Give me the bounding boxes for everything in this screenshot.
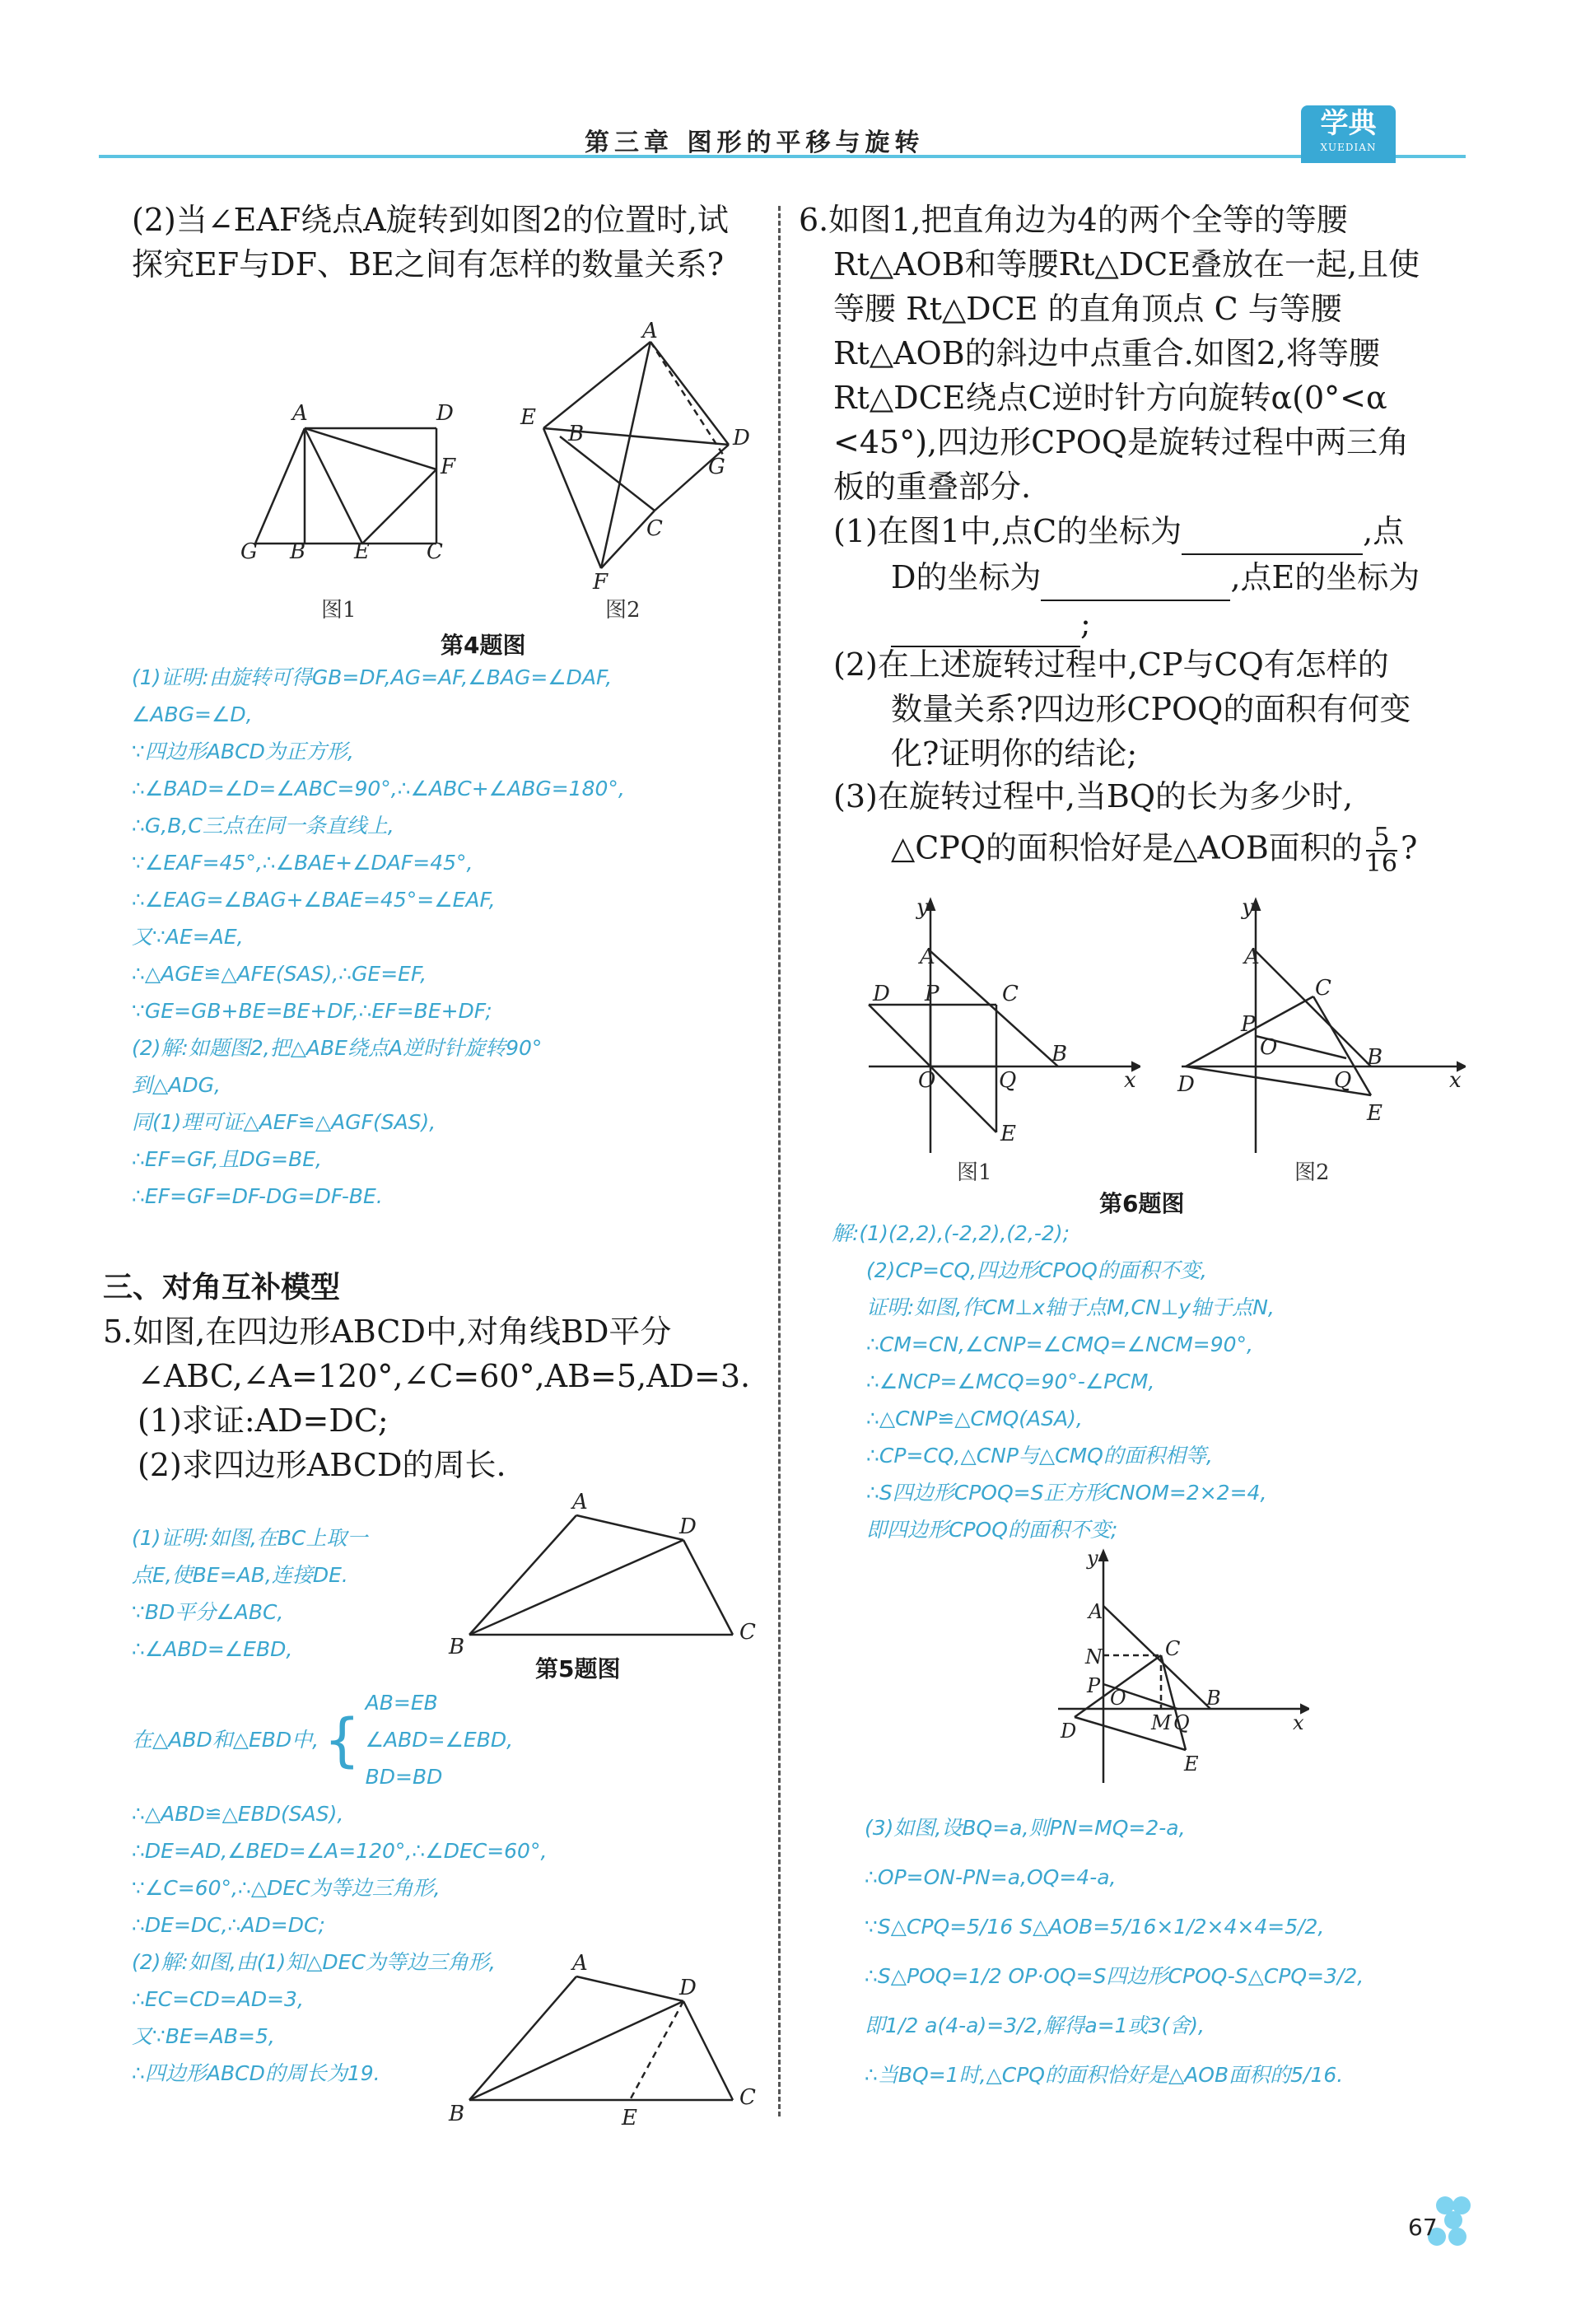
q4-figure-2 [511, 321, 766, 593]
svg-text:D: D [1061, 1720, 1077, 1743]
svg-text:O: O [918, 1068, 936, 1093]
q5-stem: 5.如图,在四边形ABCD中,对角线BD平分 ∠ABC,∠A=120°,∠C=60°,AB=5,AD=3. (1)求证:AD=DC; (2)求四边形ABCD的周长. [103, 1314, 751, 1483]
page-number: 67 [1408, 2214, 1438, 2241]
svg-text:C: C [646, 516, 663, 541]
q4-solution: (1)证明:由旋转可得GB=DF,AG=AF,∠BAG=∠DAF, ∠ABG=∠D, ∵四边形ABCD为正方形, ∴∠BAD=∠D=∠ABC=90°,∴∠ABC+∠ABG=180°, ∴G,B,C三点在同一条直线上, ∵∠EAF=45°,∴∠BAE+∠DAF=45°, ∴∠EAG=∠BAG+∠BAE=45°=∠EAF, 又∵AE=AE, ∴△AGE≌△AFE(SAS),∴GE=EF, ∵GE=GB+BE=BE+DF,∴EF=BE+DF; (2)解:如题图2,把△ABE绕点A逆时针旋转90° 到△ADG, 同(1)理可证△AEF≌△AGF(SAS), ∴EF=GF,且DG=BE, ∴EF=GF=DF-DG=DF-BE. [132, 665, 625, 1208]
svg-text:D: D [679, 1976, 697, 2000]
svg-text:P: P [1241, 1012, 1256, 1037]
svg-text:C: C [1315, 976, 1331, 1001]
svg-text:B: B [568, 422, 585, 446]
svg-text:B: B [449, 2102, 465, 2126]
svg-text:D: D [733, 426, 750, 450]
svg-text:D: D [436, 401, 454, 426]
svg-text:C: C [1165, 1637, 1181, 1660]
q5-solution-figure [445, 1952, 774, 2133]
q4-fig1-label: 图1 [321, 598, 357, 623]
svg-text:B: B [1051, 1042, 1068, 1066]
svg-text:A: A [572, 1491, 588, 1514]
svg-text:E: E [354, 539, 370, 560]
svg-text:C: C [739, 2085, 756, 2110]
svg-text:A: A [292, 401, 308, 426]
q5-caption: 第5题图 [535, 1655, 621, 1682]
q4-figure-1 [239, 387, 469, 560]
q6-part1: (1)在图1中,点C的坐标为 ,点 D的坐标为 ,点E的坐标为 ; [833, 509, 1459, 647]
q6-solution-3: (3)如图,设BQ=a,则PN=MQ=2-a, ∴OP=ON-PN=a,OQ=4-a, ∵S△CPQ=5/16 S△AOB=5/16×1/2×4×4=5/2, ∴S△POQ=1/2 OP·OQ=S四边形CPOQ-S△CPQ=3/2, 即1/2 a(4-a)=3/2,解得a=1或3(舍), ∴当BQ=1时,△CPQ的面积恰好是△AOB面积的5/16. [865, 1816, 1364, 2087]
svg-text:M: M [1151, 1711, 1172, 1734]
svg-text:Q: Q [1334, 1068, 1352, 1093]
svg-text:G: G [240, 539, 258, 560]
q6-solution: 解:(1)(2,2),(-2,2),(2,-2); (2)CP=CQ,四边形CPOQ的面积不变, 证明:如图,作CM⊥x轴于点M,CN⊥y轴于点N, ∴CM=CN,∠CNP=∠CMQ=∠NCM=90°, ∴∠NCP=∠MCQ=90°-∠PCM, ∴△CNP≌△CMQ(ASA), ∴CP=CQ,△CNP与△CMQ的面积相等, ∴S四边形CPOQ=S正方形CNOM=2×2=4, 即四边形CPOQ的面积不变; [832, 1221, 1275, 1542]
logo: 学典 XUEDIAN [1301, 105, 1396, 163]
svg-text:F: F [593, 570, 608, 593]
q6-part2: (2)在上述旋转过程中,CP与CQ有怎样的 数量关系?四边形CPOQ的面积有何变 化?证明你的结论; [833, 646, 1411, 772]
svg-text:Q: Q [999, 1068, 1017, 1093]
svg-text:E: E [1000, 1122, 1016, 1146]
column-divider [778, 206, 781, 2116]
q5-solution-a: (1)证明:如图,在BC上取一 点E,使BE=AB,连接DE. ∵BD平分∠ABC, ∴∠ABD=∠EBD, [132, 1526, 368, 1661]
q6-caption: 第6题图 [1099, 1190, 1185, 1217]
q5-solution-b: ∴△ABD≌△EBD(SAS), ∴DE=AD,∠BED=∠A=120°,∴∠DEC=60°, ∵∠C=60°,∴△DEC为等边三角形, ∴DE=DC,∴AD=DC; (2)解:如图,由(1)知△DEC为等边三角形, ∴EC=CD=AD=3, 又∵BE=AB=5, ∴四边形ABCD的周长为19. [132, 1802, 548, 2085]
svg-text:E: E [1367, 1101, 1383, 1126]
svg-text:B: B [290, 539, 306, 560]
svg-text:B: B [449, 1635, 465, 1655]
svg-text:B: B [1206, 1687, 1221, 1710]
svg-text:Q: Q [1173, 1711, 1190, 1734]
q4-caption: 第4题图 [441, 632, 526, 659]
svg-text:E: E [520, 405, 536, 430]
svg-text:A: A [1089, 1600, 1103, 1623]
svg-text:A: A [642, 321, 658, 343]
svg-text:F: F [441, 455, 456, 479]
svg-text:A: A [920, 945, 935, 969]
q5-brace-block: 在△ABD和△EBD中, { AB=EB ∠ABD=∠EBD, BD=BD [132, 1691, 514, 1789]
svg-text:y: y [916, 895, 929, 920]
svg-text:C: C [427, 539, 443, 560]
svg-text:D: D [1177, 1072, 1195, 1097]
svg-text:B: B [1367, 1045, 1383, 1070]
svg-text:x: x [1293, 1711, 1304, 1734]
svg-text:D: D [679, 1514, 697, 1539]
svg-text:D: D [873, 982, 890, 1006]
svg-text:O: O [1110, 1687, 1126, 1710]
q6-part3: (3)在旋转过程中,当BQ的长为多少时, △CPQ的面积恰好是△AOB面积的 $\frac{5}{16}$ ? [833, 778, 1418, 878]
svg-text:x: x [1449, 1068, 1462, 1093]
svg-text:C: C [739, 1620, 756, 1645]
svg-text:y: y [1242, 895, 1254, 920]
svg-text:O: O [1260, 1035, 1278, 1060]
svg-text:C: C [1002, 982, 1019, 1006]
svg-text:y: y [1087, 1547, 1098, 1570]
svg-text:E: E [622, 2106, 637, 2130]
q6-figure-2 [1173, 889, 1466, 1161]
q4-part2: (2)当∠EAF绕点A旋转到如图2的位置时,试探究EF与DF、BE之间有怎样的数量关系? [132, 202, 729, 282]
svg-text:x: x [1124, 1068, 1136, 1093]
svg-text:N: N [1085, 1645, 1103, 1668]
q6-figure-1 [860, 889, 1140, 1161]
svg-text:G: G [708, 455, 725, 479]
section-3-title: 三、对角互补模型 [103, 1271, 341, 1304]
chapter-title: 第三章 图形的平移与旋转 [585, 128, 925, 157]
q6-solution-figure [1054, 1544, 1309, 1791]
q6-fig1-label: 图1 [957, 1160, 992, 1185]
q6-stem: 6.如图1,把直角边为4的两个全等的等腰 Rt△AOB和等腰Rt△DCE叠放在一起,且使 等腰 Rt△DCE 的直角顶点 C 与等腰 Rt△AOB的斜边中点重合.如图2,将等腰 Rt△DCE绕点C逆时针方向旋转α(0°<α <45°),四边形CPOQ是旋转过程中两三角 板的重叠部分. [799, 202, 1420, 505]
svg-text:E: E [1184, 1752, 1199, 1776]
svg-text:A: A [572, 1952, 588, 1976]
svg-text:P: P [1087, 1674, 1101, 1697]
q4-fig2-label: 图2 [605, 598, 641, 623]
svg-text:A: A [1244, 945, 1260, 969]
svg-text:P: P [925, 982, 940, 1006]
q6-fig2-label: 图2 [1294, 1160, 1330, 1185]
